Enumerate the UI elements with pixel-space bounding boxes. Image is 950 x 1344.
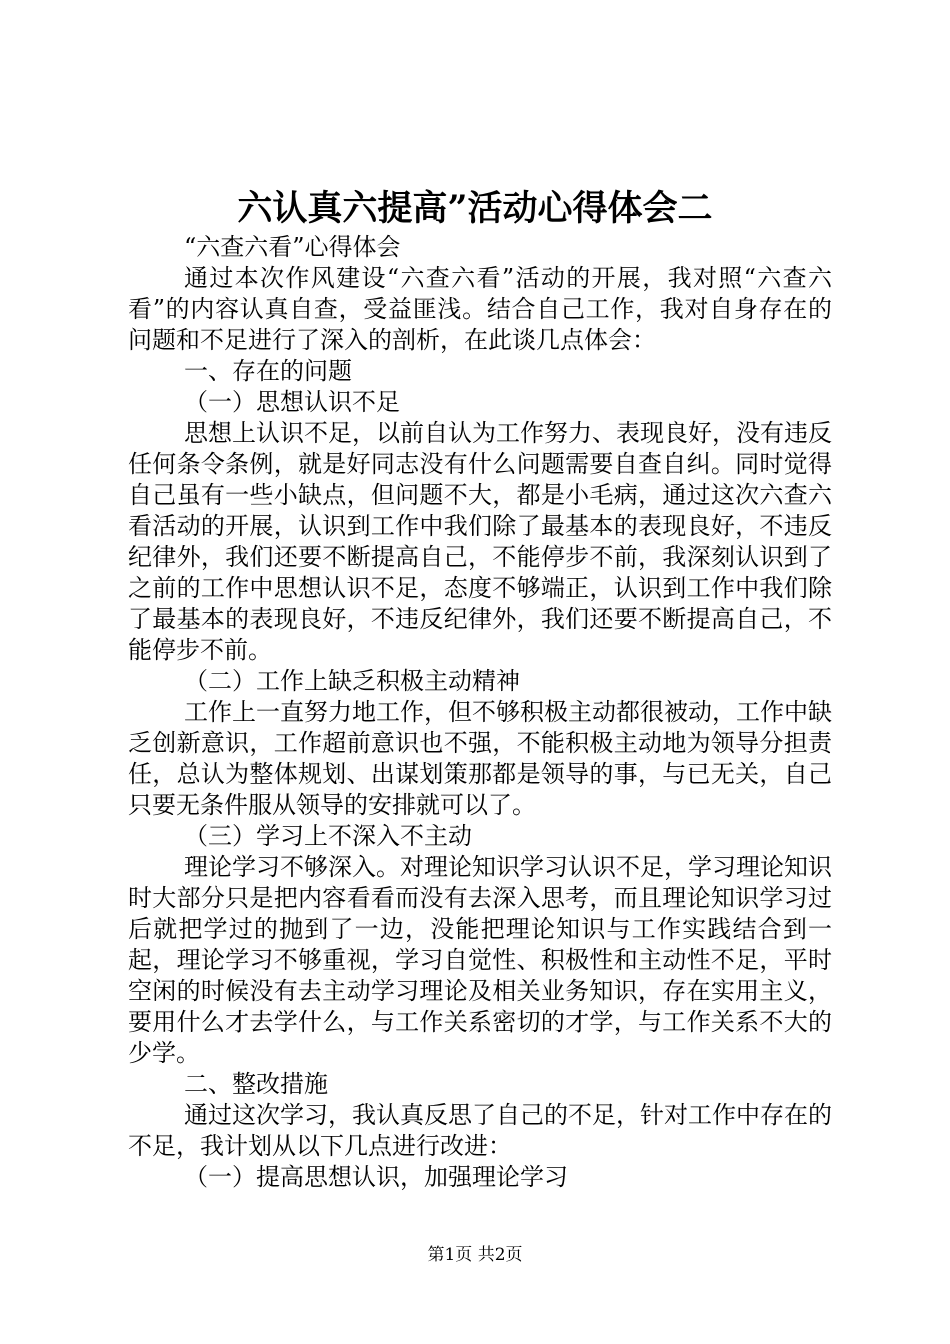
section-heading-problems: 一、存在的问题 — [184, 357, 352, 385]
thinking-paragraph: 思想上认识不足，以前自认为工作努力、表现良好，没有违反任何条令条例，就是好同志没有什么问题需要自查自纠。同时觉得自己虽有一些小缺点，但问题不大，都是小毛病，通过这次六查六看活动的开展，认识到工作中我们除了最基本的表现良好，不违反纪律外，我们还要不断提高自己，不能停步不前，我深刻认识到了之前的工作中思想认识不足，态度不够端正，认识到工作中我们除了最基本的表现良好，不违反纪律外，我们还要不断提高自己，不能停步不前。 — [128, 419, 832, 664]
subsection-heading-thinking: （一）思想认识不足 — [184, 388, 400, 416]
subsection-heading-improve: （一）提高思想认识，加强理论学习 — [184, 1163, 568, 1191]
work-paragraph: 工作上一直努力地工作，但不够积极主动都很被动，工作中缺乏创新意识，工作超前意识也不强，不能积极主动地为领导分担责任，总认为整体规划、出谋划策那都是领导的事，与已无关，自己只要无条件服从领导的安排就可以了。 — [128, 698, 832, 819]
subsection-heading-study: （三）学习上不深入不主动 — [184, 822, 472, 850]
subtitle-paragraph: “六查六看”心得体会 — [184, 233, 401, 261]
section-heading-measures: 二、整改措施 — [184, 1070, 328, 1098]
document-body — [128, 232, 832, 1193]
measures-paragraph: 通过这次学习，我认真反思了自己的不足，针对工作中存在的不足，我计划从以下几点进行改进： — [128, 1101, 832, 1160]
intro-paragraph: 通过本次作风建设“六查六看”活动的开展，我对照“六查六看”的内容认真自查，受益匪浅。结合自己工作，我对自身存在的问题和不足进行了深入的剖析，在此谈几点体会： — [128, 264, 832, 354]
study-paragraph: 理论学习不够深入。对理论知识学习认识不足，学习理论知识时大部分只是把内容看看而没有去深入思考，而且理论知识学习过后就把学过的抛到了一边，没能把理论知识与工作实践结合到一起，理论学习不够重视，学习自觉性、积极性和主动性不足，平时空闲的时候没有去主动学习理论及相关业务知识，存在实用主义，要用什么才去学什么，与工作关系密切的才学，与工作关系不大的少学。 — [128, 853, 832, 1067]
document-title: 六认真六提高”活动心得体会二 — [237, 188, 713, 229]
page-footer: 第1页 共2页 — [427, 1245, 523, 1265]
subsection-heading-work: （二）工作上缺乏积极主动精神 — [184, 667, 520, 695]
